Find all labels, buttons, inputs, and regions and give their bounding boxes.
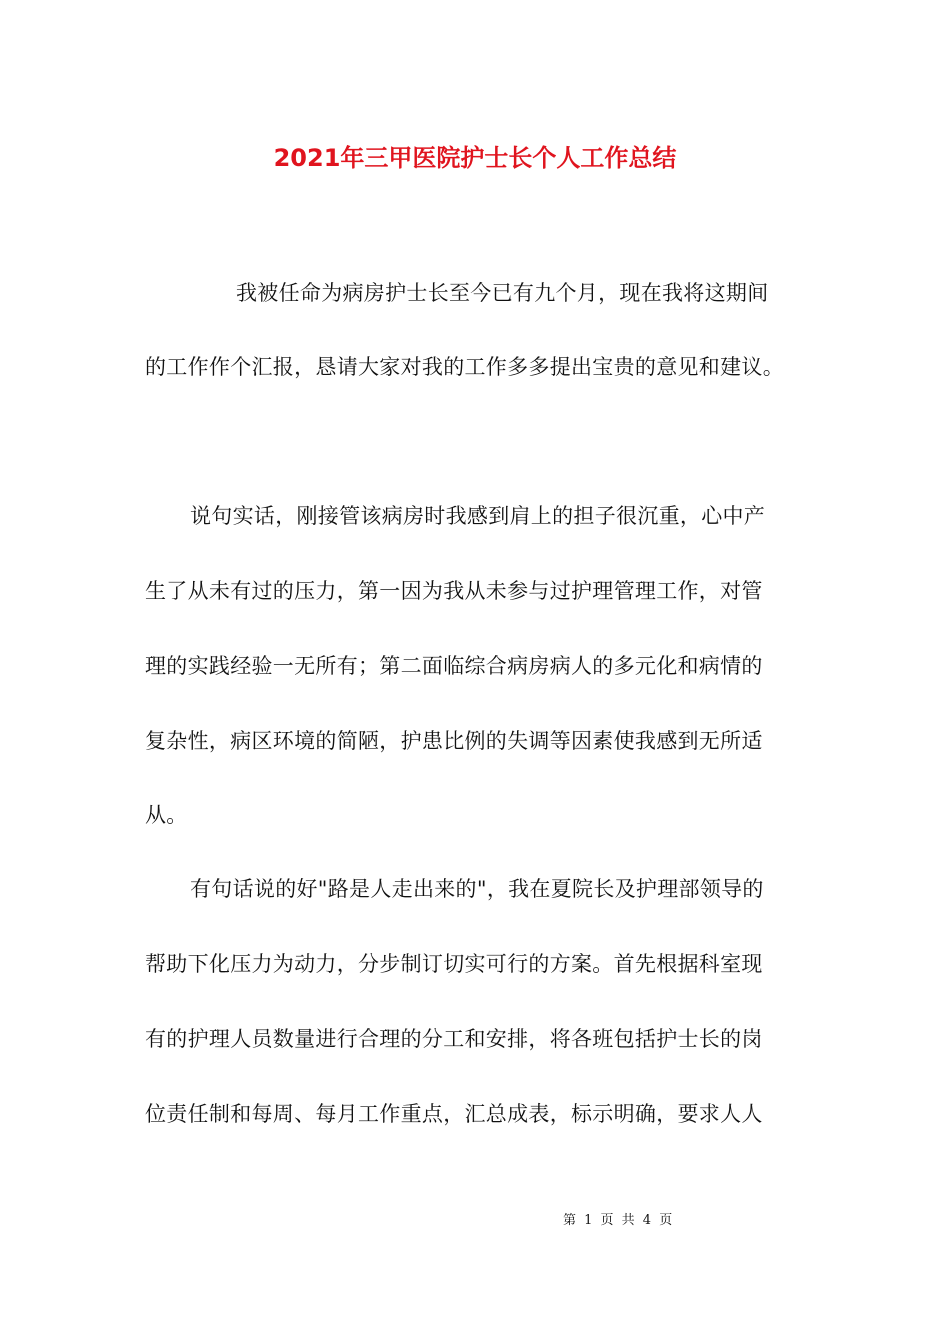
paragraph-line: 我被任命为病房护士长至今已有九个月，现在我将这期间 [236, 281, 769, 305]
paragraph-line: 理的实践经验一无所有；第二面临综合病房病人的多元化和病情的 [145, 654, 763, 678]
paragraph-line: 帮助下化压力为动力，分步制订切实可行的方案。首先根据科室现 [145, 952, 763, 976]
paragraph-line: 有的护理人员数量进行合理的分工和安排，将各班包括护士长的岗 [145, 1027, 763, 1051]
paragraph-line: 说句实话，刚接管该病房时我感到肩上的担子很沉重，心中产 [190, 504, 766, 528]
page-number-footer: 第 1 页 共 4 页 [563, 1213, 673, 1228]
paragraph-line: 的工作作个汇报，恳请大家对我的工作多多提出宝贵的意见和建议。 [145, 355, 784, 379]
paragraph-line: 有句话说的好"路是人走出来的"，我在夏院长及护理部领导的 [190, 877, 764, 901]
paragraph-line: 复杂性，病区环境的简陋，护患比例的失调等因素使我感到无所适 [145, 729, 763, 753]
paragraph-line: 位责任制和每周、每月工作重点，汇总成表，标示明确，要求人人 [145, 1102, 763, 1126]
document-title: 2021年三甲医院护士长个人工作总结 [273, 144, 677, 172]
paragraph-line: 生了从未有过的压力，第一因为我从未参与过护理管理工作，对管 [145, 579, 763, 603]
paragraph-line: 从。 [145, 803, 188, 827]
